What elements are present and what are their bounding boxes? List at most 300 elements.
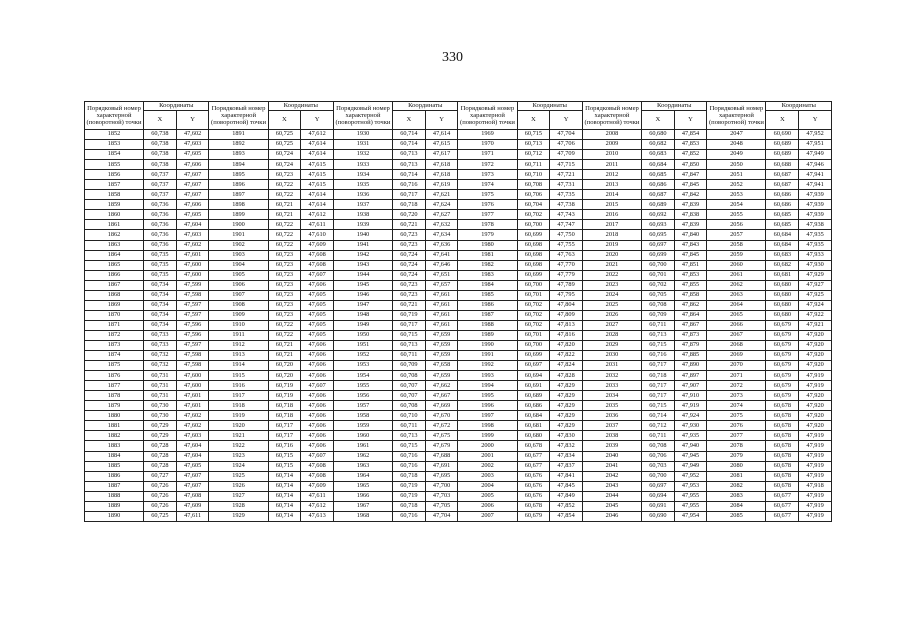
table-row: [85, 421, 832, 431]
x-cell: 60,700: [517, 340, 550, 350]
y-cell: 47,813: [550, 320, 583, 330]
x-cell: 60,677: [517, 461, 550, 471]
x-cell: 60,678: [766, 481, 799, 491]
y-cell: 47,607: [176, 471, 209, 481]
x-cell: 60,703: [642, 461, 675, 471]
x-cell: 60,706: [517, 190, 550, 200]
x-cell: 60,716: [393, 451, 426, 461]
point-number-cell: 1925: [209, 471, 268, 481]
point-number-cell: 1928: [209, 501, 268, 511]
x-header: X: [517, 111, 550, 130]
point-number-cell: 1993: [458, 371, 517, 381]
point-number-cell: 1859: [85, 200, 144, 210]
point-number-cell: 1879: [85, 401, 144, 411]
y-cell: 47,935: [799, 230, 832, 240]
y-cell: 47,608: [176, 491, 209, 501]
x-cell: 60,715: [393, 441, 426, 451]
x-cell: 60,679: [766, 391, 799, 401]
point-number-cell: 2032: [582, 371, 641, 381]
y-cell: 47,606: [301, 391, 334, 401]
y-cell: 47,750: [550, 230, 583, 240]
x-cell: 60,736: [144, 230, 177, 240]
point-number-cell: 1910: [209, 320, 268, 330]
x-cell: 60,698: [517, 260, 550, 270]
x-cell: 60,702: [642, 280, 675, 290]
y-cell: 47,838: [674, 210, 707, 220]
point-number-cell: 2039: [582, 441, 641, 451]
y-cell: 47,611: [301, 491, 334, 501]
x-cell: 60,711: [642, 431, 675, 441]
point-number-cell: 1963: [333, 461, 392, 471]
y-cell: 47,834: [550, 451, 583, 461]
point-number-cell: 1864: [85, 250, 144, 260]
point-number-cell: 2020: [582, 250, 641, 260]
y-cell: 47,605: [176, 150, 209, 160]
x-cell: 60,686: [766, 190, 799, 200]
x-cell: 60,722: [268, 330, 301, 340]
y-cell: 47,659: [425, 340, 458, 350]
point-number-cell: 1916: [209, 381, 268, 391]
point-number-cell: 1994: [458, 381, 517, 391]
coordinates-header: Координаты: [517, 102, 582, 111]
x-cell: 60,713: [393, 431, 426, 441]
point-number-cell: 1870: [85, 310, 144, 320]
x-cell: 60,716: [393, 180, 426, 190]
x-cell: 60,718: [642, 371, 675, 381]
y-cell: 47,615: [301, 180, 334, 190]
point-number-cell: 1882: [85, 431, 144, 441]
point-number-cell: 2058: [707, 240, 766, 250]
point-number-cell: 1990: [458, 340, 517, 350]
table-row: [85, 340, 832, 350]
x-cell: 60,708: [393, 371, 426, 381]
x-cell: 60,700: [517, 280, 550, 290]
x-cell: 60,718: [393, 471, 426, 481]
point-number-cell: 2074: [707, 401, 766, 411]
y-cell: 47,607: [176, 180, 209, 190]
y-cell: 47,605: [176, 210, 209, 220]
point-number-cell: 1950: [333, 330, 392, 340]
point-number-cell: 2007: [458, 511, 517, 521]
point-number-cell: 1857: [85, 180, 144, 190]
y-cell: 47,606: [301, 340, 334, 350]
point-number-cell: 2051: [707, 170, 766, 180]
point-number-cell: 1983: [458, 270, 517, 280]
coordinates-table-container: [84, 101, 832, 522]
point-number-cell: 2045: [582, 501, 641, 511]
y-cell: 47,924: [674, 411, 707, 421]
y-cell: 47,659: [425, 330, 458, 340]
y-cell: 47,849: [550, 491, 583, 501]
point-number-cell: 2030: [582, 351, 641, 361]
y-cell: 47,843: [674, 240, 707, 250]
x-cell: 60,723: [268, 260, 301, 270]
y-cell: 47,704: [550, 130, 583, 140]
x-cell: 60,716: [393, 461, 426, 471]
table-row: [85, 230, 832, 240]
y-cell: 47,955: [674, 491, 707, 501]
x-cell: 60,735: [144, 260, 177, 270]
point-number-cell: 1897: [209, 190, 268, 200]
y-cell: 47,924: [799, 300, 832, 310]
x-cell: 60,723: [268, 310, 301, 320]
x-cell: 60,687: [766, 180, 799, 190]
x-cell: 60,717: [268, 431, 301, 441]
point-number-cell: 2024: [582, 290, 641, 300]
x-cell: 60,736: [144, 240, 177, 250]
x-cell: 60,680: [766, 300, 799, 310]
x-cell: 60,724: [393, 250, 426, 260]
y-cell: 47,939: [799, 210, 832, 220]
point-number-cell: 1892: [209, 140, 268, 150]
y-cell: 47,941: [799, 180, 832, 190]
point-number-cell: 1895: [209, 170, 268, 180]
point-number-cell: 1858: [85, 190, 144, 200]
point-number-cell: 1962: [333, 451, 392, 461]
point-number-cell: 1939: [333, 220, 392, 230]
x-cell: 60,719: [393, 491, 426, 501]
point-number-cell: 2065: [707, 310, 766, 320]
x-header: X: [642, 111, 675, 130]
x-cell: 60,699: [517, 351, 550, 361]
x-cell: 60,678: [766, 421, 799, 431]
point-number-cell: 2061: [707, 270, 766, 280]
y-cell: 47,602: [176, 240, 209, 250]
y-cell: 47,606: [301, 431, 334, 441]
x-cell: 60,738: [144, 160, 177, 170]
x-cell: 60,726: [144, 491, 177, 501]
x-cell: 60,717: [642, 361, 675, 371]
y-cell: 47,933: [799, 250, 832, 260]
y-cell: 47,659: [425, 351, 458, 361]
y-cell: 47,606: [176, 200, 209, 210]
point-number-cell: 2076: [707, 421, 766, 431]
x-cell: 60,723: [268, 290, 301, 300]
point-number-cell: 1954: [333, 371, 392, 381]
point-number-cell: 2001: [458, 451, 517, 461]
table-row: [85, 280, 832, 290]
y-cell: 47,738: [550, 200, 583, 210]
y-cell: 47,897: [674, 371, 707, 381]
table-row: [85, 391, 832, 401]
table-row: [85, 300, 832, 310]
x-cell: 60,677: [766, 491, 799, 501]
point-number-cell: 1973: [458, 170, 517, 180]
y-cell: 47,691: [425, 461, 458, 471]
y-cell: 47,919: [799, 431, 832, 441]
y-cell: 47,845: [550, 481, 583, 491]
y-cell: 47,920: [799, 411, 832, 421]
table-row: [85, 170, 832, 180]
y-cell: 47,606: [301, 441, 334, 451]
x-cell: 60,692: [642, 210, 675, 220]
y-cell: 47,952: [674, 471, 707, 481]
point-number-cell: 2031: [582, 361, 641, 371]
y-cell: 47,614: [425, 130, 458, 140]
table-row: [85, 371, 832, 381]
point-number-cell: 2022: [582, 270, 641, 280]
y-cell: 47,839: [674, 220, 707, 230]
y-cell: 47,709: [550, 150, 583, 160]
point-number-cell: 1991: [458, 351, 517, 361]
y-cell: 47,688: [425, 451, 458, 461]
point-number-cell: 2046: [582, 511, 641, 521]
point-number-cell: 1919: [209, 411, 268, 421]
point-number-cell: 1980: [458, 240, 517, 250]
point-number-cell: 2050: [707, 160, 766, 170]
point-number-cell: 1956: [333, 391, 392, 401]
x-cell: 60,679: [766, 340, 799, 350]
x-cell: 60,721: [268, 200, 301, 210]
x-cell: 60,736: [144, 210, 177, 220]
point-number-cell: 1902: [209, 240, 268, 250]
x-cell: 60,724: [268, 160, 301, 170]
y-cell: 47,602: [176, 130, 209, 140]
x-cell: 60,685: [642, 170, 675, 180]
table-body: [85, 130, 832, 522]
x-cell: 60,717: [268, 421, 301, 431]
x-cell: 60,708: [517, 180, 550, 190]
point-number-cell: 1924: [209, 461, 268, 471]
x-cell: 60,720: [268, 371, 301, 381]
x-cell: 60,717: [642, 391, 675, 401]
point-number-cell: 2071: [707, 371, 766, 381]
x-cell: 60,678: [766, 411, 799, 421]
point-number-cell: 1942: [333, 250, 392, 260]
y-cell: 47,907: [674, 381, 707, 391]
point-number-cell: 1907: [209, 290, 268, 300]
x-cell: 60,680: [766, 310, 799, 320]
y-cell: 47,600: [176, 270, 209, 280]
x-cell: 60,700: [642, 471, 675, 481]
x-cell: 60,693: [642, 220, 675, 230]
point-number-cell: 1933: [333, 160, 392, 170]
y-cell: 47,920: [799, 330, 832, 340]
y-cell: 47,672: [425, 421, 458, 431]
table-row: [85, 270, 832, 280]
point-number-cell: 1918: [209, 401, 268, 411]
y-cell: 47,837: [550, 461, 583, 471]
x-cell: 60,731: [144, 391, 177, 401]
x-cell: 60,732: [144, 361, 177, 371]
x-cell: 60,714: [642, 411, 675, 421]
x-cell: 60,726: [144, 501, 177, 511]
y-cell: 47,614: [301, 190, 334, 200]
point-number-cell: 2023: [582, 280, 641, 290]
x-cell: 60,677: [766, 511, 799, 521]
point-number-cell: 1995: [458, 391, 517, 401]
x-cell: 60,723: [393, 280, 426, 290]
x-cell: 60,728: [144, 461, 177, 471]
y-cell: 47,612: [301, 210, 334, 220]
y-cell: 47,606: [301, 411, 334, 421]
point-number-cell: 1886: [85, 471, 144, 481]
x-cell: 60,695: [642, 230, 675, 240]
y-cell: 47,920: [799, 421, 832, 431]
y-cell: 47,829: [550, 391, 583, 401]
point-number-cell: 1998: [458, 421, 517, 431]
point-number-cell: 2015: [582, 200, 641, 210]
point-number-cell: 2042: [582, 471, 641, 481]
point-number-cell: 1938: [333, 210, 392, 220]
point-number-cell: 1869: [85, 300, 144, 310]
table-row: [85, 411, 832, 421]
point-number-cell: 2037: [582, 421, 641, 431]
y-cell: 47,829: [550, 411, 583, 421]
x-cell: 60,715: [642, 340, 675, 350]
y-cell: 47,920: [799, 340, 832, 350]
y-cell: 47,606: [301, 361, 334, 371]
x-cell: 60,720: [393, 210, 426, 220]
point-number-cell: 2079: [707, 451, 766, 461]
x-cell: 60,735: [144, 250, 177, 260]
y-cell: 47,954: [674, 511, 707, 521]
x-cell: 60,716: [268, 441, 301, 451]
y-cell: 47,930: [799, 260, 832, 270]
point-number-cell: 2067: [707, 330, 766, 340]
y-cell: 47,828: [550, 371, 583, 381]
table-row: [85, 150, 832, 160]
point-number-cell: 1903: [209, 250, 268, 260]
y-cell: 47,841: [550, 471, 583, 481]
point-number-cell: 1958: [333, 411, 392, 421]
point-number-cell: 2027: [582, 320, 641, 330]
x-cell: 60,734: [144, 320, 177, 330]
point-number-cell: 1889: [85, 501, 144, 511]
y-cell: 47,610: [301, 230, 334, 240]
point-number-cell: 2014: [582, 190, 641, 200]
y-cell: 47,935: [799, 240, 832, 250]
x-cell: 60,678: [766, 451, 799, 461]
x-cell: 60,683: [642, 150, 675, 160]
x-cell: 60,697: [642, 481, 675, 491]
x-cell: 60,704: [517, 200, 550, 210]
x-cell: 60,724: [393, 270, 426, 280]
y-cell: 47,851: [674, 260, 707, 270]
point-number-cell: 1898: [209, 200, 268, 210]
x-cell: 60,723: [268, 170, 301, 180]
point-number-cell: 1887: [85, 481, 144, 491]
y-cell: 47,651: [425, 270, 458, 280]
x-cell: 60,728: [144, 451, 177, 461]
x-cell: 60,733: [144, 340, 177, 350]
table-row: [85, 461, 832, 471]
point-number-cell: 1941: [333, 240, 392, 250]
point-number-header: Порядковый номер характерной (поворотной) точки: [209, 102, 268, 130]
x-cell: 60,721: [393, 300, 426, 310]
y-cell: 47,920: [799, 391, 832, 401]
x-cell: 60,714: [393, 130, 426, 140]
point-number-cell: 1947: [333, 300, 392, 310]
y-cell: 47,679: [425, 441, 458, 451]
y-cell: 47,703: [425, 491, 458, 501]
y-cell: 47,824: [550, 361, 583, 371]
y-cell: 47,600: [176, 371, 209, 381]
table-row: [85, 451, 832, 461]
point-number-cell: 1866: [85, 270, 144, 280]
y-cell: 47,864: [674, 310, 707, 320]
y-cell: 47,606: [176, 160, 209, 170]
table-row: [85, 320, 832, 330]
y-cell: 47,615: [425, 140, 458, 150]
point-number-cell: 1975: [458, 190, 517, 200]
point-number-cell: 1961: [333, 441, 392, 451]
y-cell: 47,606: [301, 351, 334, 361]
point-number-cell: 1883: [85, 441, 144, 451]
x-cell: 60,737: [144, 190, 177, 200]
y-cell: 47,885: [674, 351, 707, 361]
x-cell: 60,699: [517, 270, 550, 280]
point-number-header: Порядковый номер характерной (поворотной) точки: [85, 102, 144, 130]
x-cell: 60,681: [517, 421, 550, 431]
x-cell: 60,726: [144, 481, 177, 491]
point-number-cell: 2081: [707, 471, 766, 481]
point-number-cell: 2006: [458, 501, 517, 511]
x-cell: 60,729: [144, 431, 177, 441]
x-cell: 60,677: [517, 451, 550, 461]
y-cell: 47,854: [550, 511, 583, 521]
point-number-cell: 2080: [707, 461, 766, 471]
point-number-cell: 1877: [85, 381, 144, 391]
coordinates-header: Координаты: [393, 102, 458, 111]
y-cell: 47,919: [674, 401, 707, 411]
x-cell: 60,722: [268, 320, 301, 330]
point-number-cell: 1937: [333, 200, 392, 210]
y-cell: 47,847: [674, 170, 707, 180]
point-number-cell: 2077: [707, 431, 766, 441]
y-cell: 47,621: [425, 190, 458, 200]
point-number-cell: 1996: [458, 401, 517, 411]
point-number-cell: 1935: [333, 180, 392, 190]
point-number-cell: 1922: [209, 441, 268, 451]
x-cell: 60,678: [517, 501, 550, 511]
x-cell: 60,723: [268, 250, 301, 260]
point-number-cell: 1894: [209, 160, 268, 170]
point-number-cell: 1930: [333, 130, 392, 140]
x-cell: 60,684: [517, 411, 550, 421]
point-number-cell: 2060: [707, 260, 766, 270]
table-row: [85, 240, 832, 250]
y-cell: 47,918: [799, 481, 832, 491]
point-number-cell: 2012: [582, 170, 641, 180]
x-cell: 60,700: [517, 220, 550, 230]
y-cell: 47,953: [674, 481, 707, 491]
x-cell: 60,713: [393, 340, 426, 350]
y-cell: 47,615: [301, 160, 334, 170]
x-cell: 60,713: [642, 330, 675, 340]
point-number-cell: 1908: [209, 300, 268, 310]
x-cell: 60,728: [144, 441, 177, 451]
y-cell: 47,636: [425, 240, 458, 250]
point-number-cell: 1989: [458, 330, 517, 340]
x-cell: 60,727: [144, 471, 177, 481]
point-number-cell: 2011: [582, 160, 641, 170]
point-number-cell: 1987: [458, 310, 517, 320]
x-cell: 60,686: [642, 180, 675, 190]
y-cell: 47,941: [799, 170, 832, 180]
point-number-cell: 1967: [333, 501, 392, 511]
table-row: [85, 190, 832, 200]
point-number-cell: 2028: [582, 330, 641, 340]
table-row: [85, 431, 832, 441]
point-number-cell: 1931: [333, 140, 392, 150]
x-cell: 60,686: [766, 200, 799, 210]
x-cell: 60,690: [766, 130, 799, 140]
x-cell: 60,702: [517, 210, 550, 220]
y-cell: 47,919: [799, 451, 832, 461]
point-number-cell: 2064: [707, 300, 766, 310]
x-cell: 60,710: [517, 170, 550, 180]
